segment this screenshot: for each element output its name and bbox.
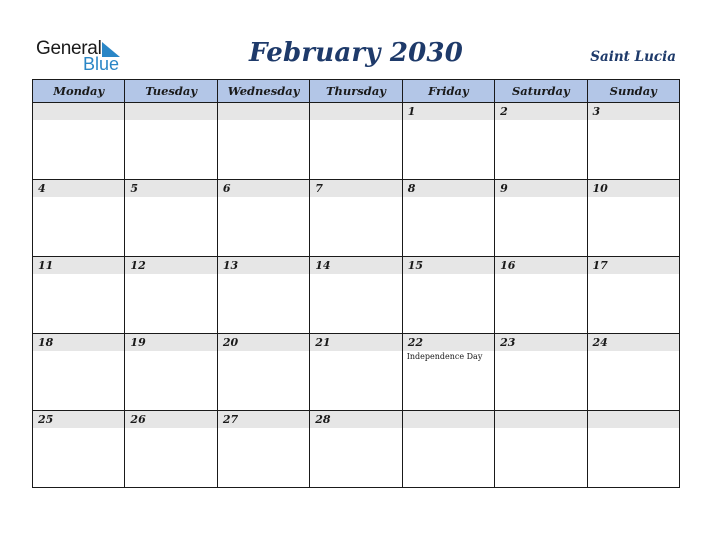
- day-cell: [217, 334, 309, 411]
- day-number: 20: [218, 334, 309, 351]
- week-row: [33, 411, 680, 488]
- day-number: 26: [125, 411, 216, 428]
- logo-general-text: General: [36, 38, 102, 59]
- weekday-header: Wednesday: [217, 80, 309, 103]
- calendar-title: February 2030: [248, 38, 464, 68]
- day-number: 7: [310, 180, 401, 197]
- weekday-header: Monday: [33, 80, 125, 103]
- day-cell: [402, 103, 494, 180]
- weekday-header-row: [33, 80, 680, 103]
- week-row: [33, 103, 680, 180]
- day-cell: [587, 180, 679, 257]
- day-number: 18: [33, 334, 124, 351]
- day-number: 22: [403, 334, 494, 351]
- day-cell: [125, 257, 217, 334]
- day-number: 28: [310, 411, 401, 428]
- day-cell: [33, 103, 125, 180]
- day-cell: [217, 257, 309, 334]
- day-number: 11: [33, 257, 124, 274]
- day-cell: [402, 334, 494, 411]
- day-cell: [587, 334, 679, 411]
- day-cell: [495, 257, 587, 334]
- day-number: 16: [495, 257, 586, 274]
- day-cell: [310, 334, 402, 411]
- weekday-header: Saturday: [495, 80, 587, 103]
- day-number: 24: [588, 334, 679, 351]
- day-number: 17: [588, 257, 679, 274]
- day-number: 27: [218, 411, 309, 428]
- day-cell: [125, 334, 217, 411]
- day-cell: [495, 411, 587, 488]
- day-number: 14: [310, 257, 401, 274]
- day-cell: [495, 334, 587, 411]
- weekday-header: Thursday: [310, 80, 402, 103]
- day-cell: [125, 411, 217, 488]
- day-cell: [310, 257, 402, 334]
- week-row: [33, 334, 680, 411]
- day-cell: [125, 103, 217, 180]
- day-number: 12: [125, 257, 216, 274]
- day-number: [403, 411, 494, 428]
- day-number: 21: [310, 334, 401, 351]
- day-number: 15: [403, 257, 494, 274]
- day-number: 8: [403, 180, 494, 197]
- day-number: [33, 103, 124, 120]
- week-row: [33, 257, 680, 334]
- holiday-label: Independence Day: [406, 352, 483, 361]
- day-cell: [495, 103, 587, 180]
- weekday-header: Friday: [402, 80, 494, 103]
- day-number: 6: [218, 180, 309, 197]
- day-cell: [310, 103, 402, 180]
- day-number: 13: [218, 257, 309, 274]
- week-row: [33, 180, 680, 257]
- day-cell: [402, 411, 494, 488]
- day-cell: [33, 257, 125, 334]
- day-number: 3: [588, 103, 679, 120]
- day-cell: [217, 411, 309, 488]
- day-number: [125, 103, 216, 120]
- day-cell: [587, 411, 679, 488]
- day-number: 19: [125, 334, 216, 351]
- weekday-header: Tuesday: [125, 80, 217, 103]
- country-name: Saint Lucia: [590, 49, 676, 65]
- day-number: [588, 411, 679, 428]
- day-cell: [33, 180, 125, 257]
- day-cell: [495, 180, 587, 257]
- day-cell: [33, 411, 125, 488]
- day-cell: [587, 257, 679, 334]
- day-number: [310, 103, 401, 120]
- day-cell: [310, 180, 402, 257]
- day-number: 9: [495, 180, 586, 197]
- day-number: 2: [495, 103, 586, 120]
- calendar-grid: [32, 79, 680, 488]
- day-cell: [310, 411, 402, 488]
- day-cell: [217, 103, 309, 180]
- day-number: 23: [495, 334, 586, 351]
- weekday-header: Sunday: [587, 80, 679, 103]
- day-cell: [402, 180, 494, 257]
- day-number: [218, 103, 309, 120]
- day-number: 25: [33, 411, 124, 428]
- day-number: [495, 411, 586, 428]
- day-cell: [125, 180, 217, 257]
- logo-blue-text: Blue: [83, 54, 120, 74]
- day-number: 1: [403, 103, 494, 120]
- day-number: 10: [588, 180, 679, 197]
- day-cell: [402, 257, 494, 334]
- day-cell: [587, 103, 679, 180]
- day-cell: [33, 334, 125, 411]
- day-number: 5: [125, 180, 216, 197]
- day-cell: [217, 180, 309, 257]
- day-number: 4: [33, 180, 124, 197]
